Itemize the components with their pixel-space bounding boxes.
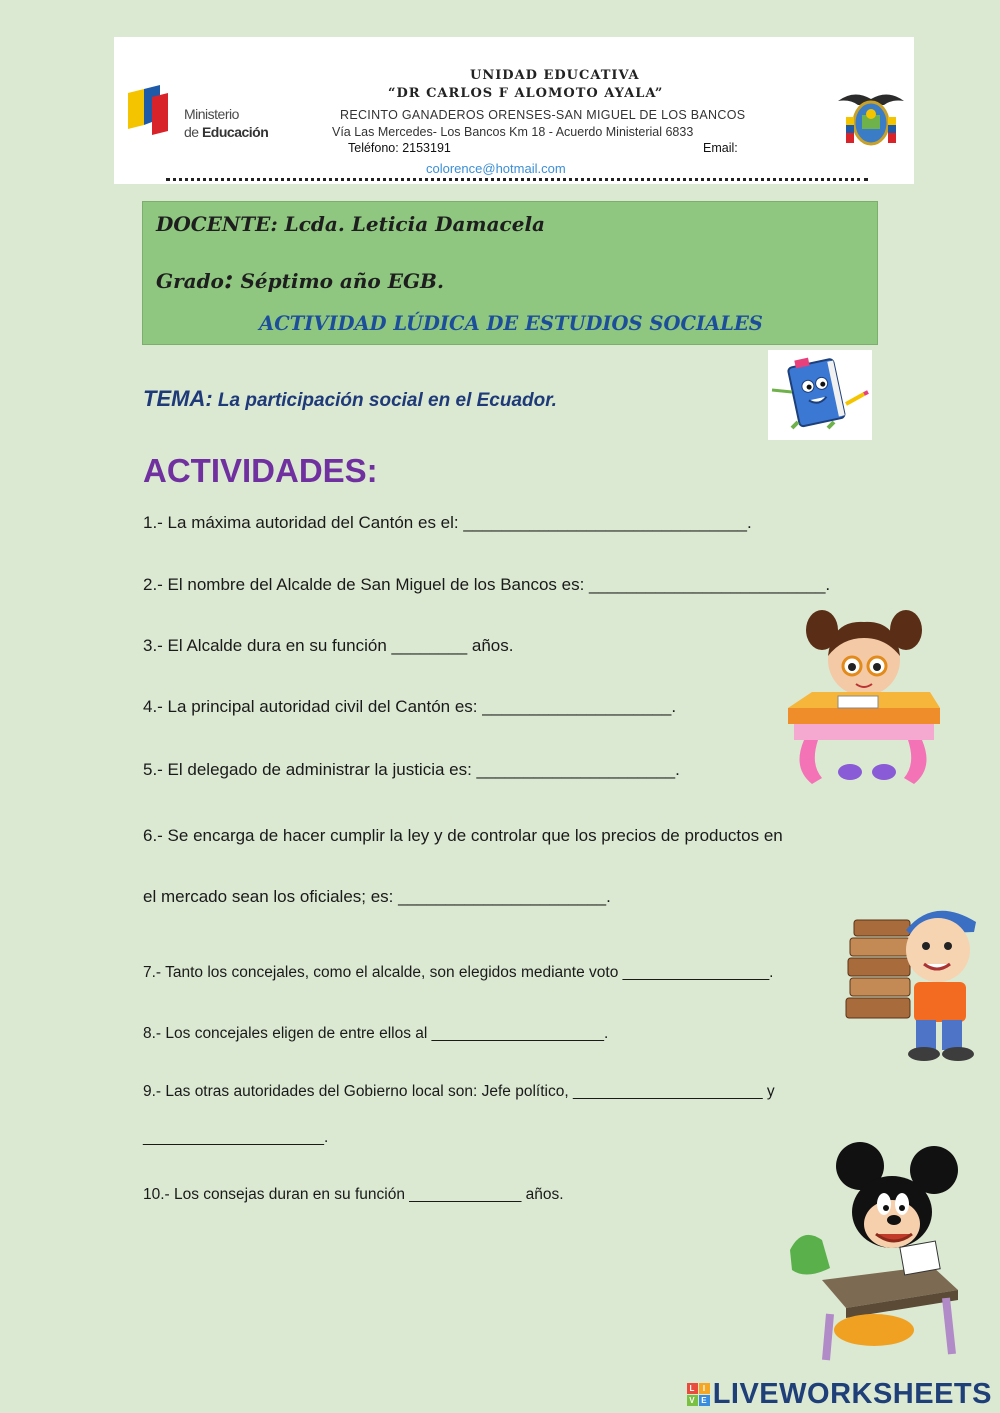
question-10: 10.- Los consejas duran en su función _____________ años.	[143, 1186, 564, 1203]
question-6: 6.- Se encarga de hacer cumplir la ley y de controlar que los precios de productos en	[143, 826, 783, 845]
watermark-text: LIVEWORKSHEETS	[712, 1378, 992, 1410]
mouse-at-desk-clipart-icon	[782, 1140, 968, 1364]
girl-studying-clipart-icon	[782, 608, 944, 794]
question-8: 8.- Los concejales eligen de entre ellos al ____________________.	[143, 1025, 609, 1042]
liveworksheets-watermark	[687, 1378, 992, 1411]
ministry-logo-icon	[126, 85, 184, 137]
boy-with-books-clipart-icon	[844, 900, 990, 1066]
school-location: RECINTO GANADEROS ORENSES-SAN MIGUEL DE LOS BANCOS	[340, 108, 746, 122]
notebook-cartoon-icon	[768, 350, 872, 440]
question-1: 1.- La máxima autoridad del Cantón es el: ______________________________.	[143, 513, 752, 532]
school-address: Vía Las Mercedes- Los Bancos Km 18 - Acuerdo Ministerial 6833	[332, 125, 694, 139]
grade-line: Grado: Séptimo año EGB.	[156, 265, 444, 295]
school-name: “DR CARLOS F ALOMOTO AYALA”	[388, 86, 664, 101]
school-phone: Teléfono: 2153191	[348, 141, 451, 155]
question-9-continued: _____________________.	[143, 1129, 329, 1146]
question-6-continued: el mercado sean los oficiales; es: ______________________.	[143, 887, 611, 906]
question-2: 2.- El nombre del Alcalde de San Miguel de los Bancos es: _________________________.	[143, 575, 831, 594]
topic-value: La participación social en el Ecuador.	[212, 390, 557, 411]
ministry-name: Ministerio de Educación	[184, 106, 269, 140]
question-4: 4.- La principal autoridad civil del Cantón es: ____________________.	[143, 697, 677, 716]
ecuador-crest-icon	[834, 87, 908, 151]
school-header-banner	[114, 37, 914, 184]
question-7: 7.- Tanto los concejales, como el alcalde, son elegidos mediante voto _________________.	[143, 964, 774, 981]
question-5: 5.- El delegado de administrar la justicia es: _____________________.	[143, 760, 680, 779]
question-3: 3.- El Alcalde dura en su función ________ años.	[143, 636, 514, 655]
liveworksheets-logo-icon: L I V E	[687, 1383, 710, 1406]
activity-title: ACTIVIDAD LÚDICA DE ESTUDIOS SOCIALES	[259, 312, 763, 335]
activities-heading: ACTIVIDADES:	[143, 452, 378, 489]
topic-line	[143, 386, 557, 412]
question-9: 9.- Las otras autoridades del Gobierno local son: Jefe político, ______________________ y	[143, 1083, 775, 1100]
teacher-info-box	[142, 201, 878, 345]
school-email-label: Email:	[703, 141, 738, 155]
school-email[interactable]: colorence@hotmail.com	[426, 161, 566, 176]
school-type: UNIDAD EDUCATIVA	[470, 68, 640, 83]
topic-label: TEMA:	[143, 386, 213, 411]
teacher-name: DOCENTE: Lcda. Leticia Damacela	[156, 212, 545, 236]
header-divider	[166, 178, 868, 181]
